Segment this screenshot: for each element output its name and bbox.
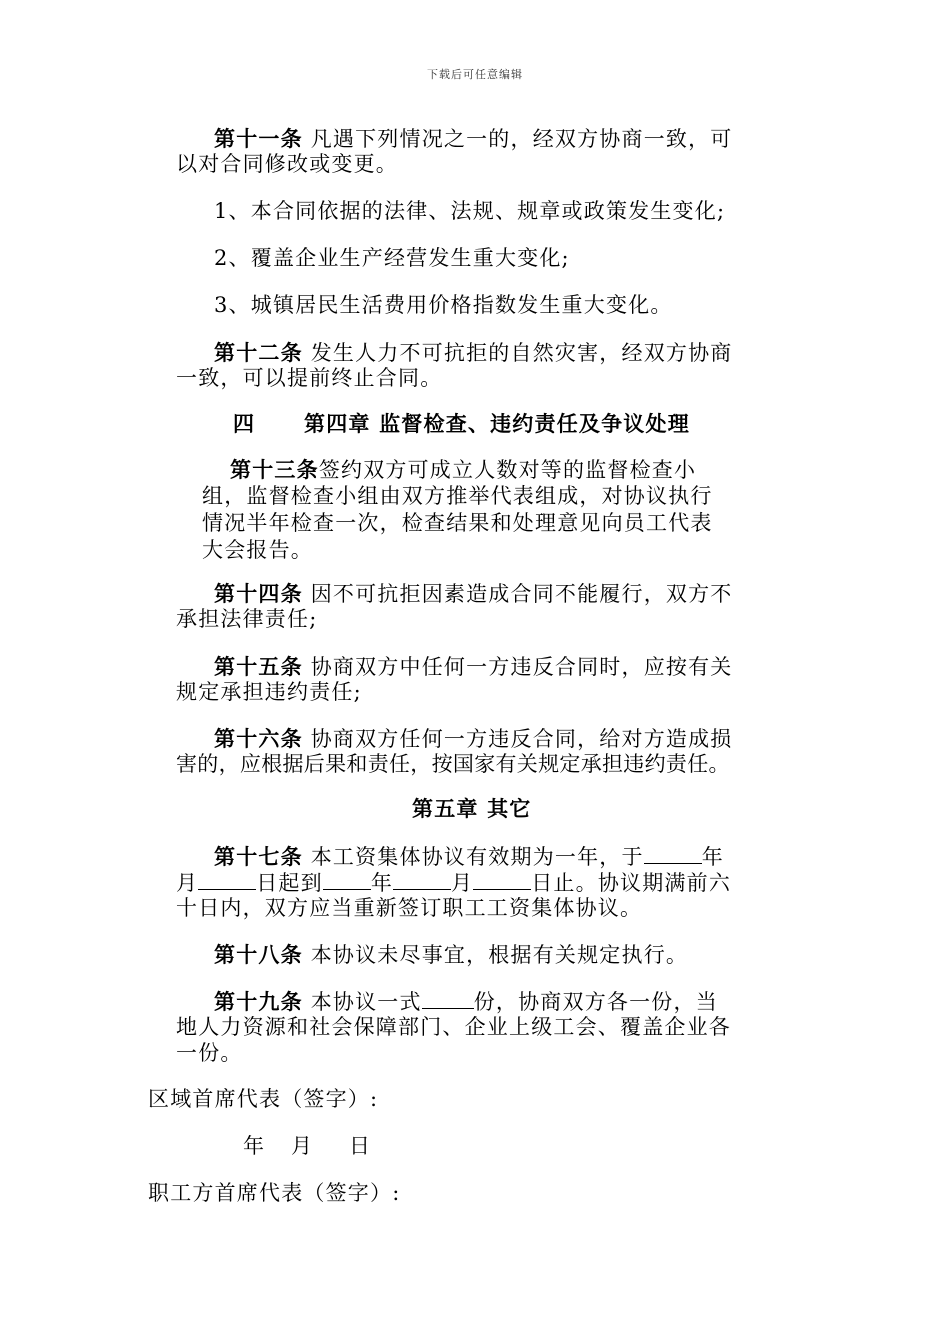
article-17-text-2: 日止。协议期满前六 [531, 871, 732, 895]
article-19-line-1 [214, 988, 718, 1016]
article-17-line-1 [214, 843, 724, 871]
article-11-line-1 [214, 125, 733, 153]
article-19-line-3: 一份。 [176, 1041, 243, 1065]
article-17-year-label: 年 [701, 845, 724, 869]
date-year-label: 年 [243, 1134, 266, 1158]
signature-employee-representative: 职工方首席代表（签字）: [148, 1181, 401, 1205]
article-16-line-2: 害的，应根据后果和责任，按国家有关规定承担违约责任。 [176, 752, 730, 776]
article-16-title: 第十六条 [214, 726, 303, 751]
article-17-end-month-label: 月 [451, 871, 474, 895]
article-11-title: 第十一条 [214, 126, 303, 151]
article-11-line-2: 以对合同修改或变更。 [176, 152, 398, 176]
article-17-line-3: 十日内，双方应当重新签订职工工资集体协议。 [176, 896, 643, 920]
blank-end-year[interactable] [323, 869, 371, 890]
article-19-line-2: 地人力资源和社会保障部门、企业上级工会、覆盖企业各 [176, 1015, 731, 1039]
list-item-1: 1、本合同依据的法律、法规、规章或政策发生变化; [214, 199, 726, 223]
article-12-text-1: 发生人力不可抗拒的自然灾害，经双方协商 [310, 341, 733, 365]
article-16-text-1: 协商双方任何一方违反合同，给对方造成损 [310, 727, 733, 751]
article-17-text-1: 本工资集体协议有效期为一年，于 [310, 845, 644, 869]
list-item-3: 3、城镇居民生活费用价格指数发生重大变化。 [214, 293, 673, 317]
article-15-line-2: 规定承担违约责任; [176, 680, 362, 704]
article-18-text-1: 本协议未尽事宜，根据有关规定执行。 [310, 943, 689, 967]
article-14-title: 第十四条 [214, 581, 303, 606]
article-13-line-2: 组，监督检查小组由双方推举代表组成，对协议执行 [202, 484, 713, 508]
article-13-line-1 [230, 456, 696, 484]
article-15-title: 第十五条 [214, 654, 303, 679]
article-14-line-2: 承担法律责任; [176, 607, 318, 631]
article-14-text-1: 因不可抗拒因素造成合同不能履行，双方不 [310, 582, 733, 606]
article-16-line-1 [214, 725, 733, 753]
article-19-title: 第十九条 [214, 989, 303, 1014]
blank-copies[interactable] [422, 988, 474, 1009]
list-item-2: 2、覆盖企业生产经营发生重大变化; [214, 246, 570, 270]
article-13-line-4: 大会报告。 [202, 538, 313, 562]
article-19-text-2: 份，协商双方各一份，当 [473, 990, 718, 1014]
article-18-title: 第十八条 [214, 942, 303, 967]
date-day-label: 日 [349, 1134, 372, 1158]
article-14-line-1 [214, 580, 733, 608]
article-15-line-1 [214, 653, 733, 681]
article-13-title: 第十三条 [230, 457, 319, 482]
blank-end-month[interactable] [393, 869, 451, 890]
blank-start-year[interactable] [644, 843, 702, 864]
article-12-line-1 [214, 339, 733, 367]
article-17-line-2 [176, 869, 731, 897]
chapter-5-title: 第五章 其它 [412, 796, 532, 821]
chapter-4-title: 第四章 监督检查、违约责任及争议处理 [304, 411, 690, 436]
article-13-line-3: 情况半年检查一次，检查结果和处理意见向员工代表 [202, 511, 713, 535]
article-11-text-1: 凡遇下列情况之一的，经双方协商一致，可 [310, 127, 733, 151]
article-19-text-1: 本协议一式 [310, 990, 422, 1014]
article-18-line-1 [214, 941, 688, 969]
article-12-title: 第十二条 [214, 340, 303, 365]
blank-start-month[interactable] [198, 869, 256, 890]
date-month-label: 月 [291, 1134, 314, 1158]
signature-regional-representative: 区域首席代表（签字）: [148, 1087, 379, 1111]
blank-end-day[interactable] [473, 869, 531, 890]
article-17-day-to-label: 日起到 [256, 871, 323, 895]
chapter-4-number: 四 [233, 411, 256, 436]
article-17-month-label: 月 [176, 871, 199, 895]
page-header: 下载后可任意编辑 [427, 68, 523, 81]
article-15-text-1: 协商双方中任何一方违反合同时，应按有关 [310, 655, 733, 679]
article-17-title: 第十七条 [214, 844, 303, 869]
article-13-text-1: 签约双方可成立人数对等的监督检查小 [318, 458, 697, 482]
article-17-end-year-label: 年 [370, 871, 394, 895]
article-12-line-2: 一致，可以提前终止合同。 [176, 366, 443, 390]
